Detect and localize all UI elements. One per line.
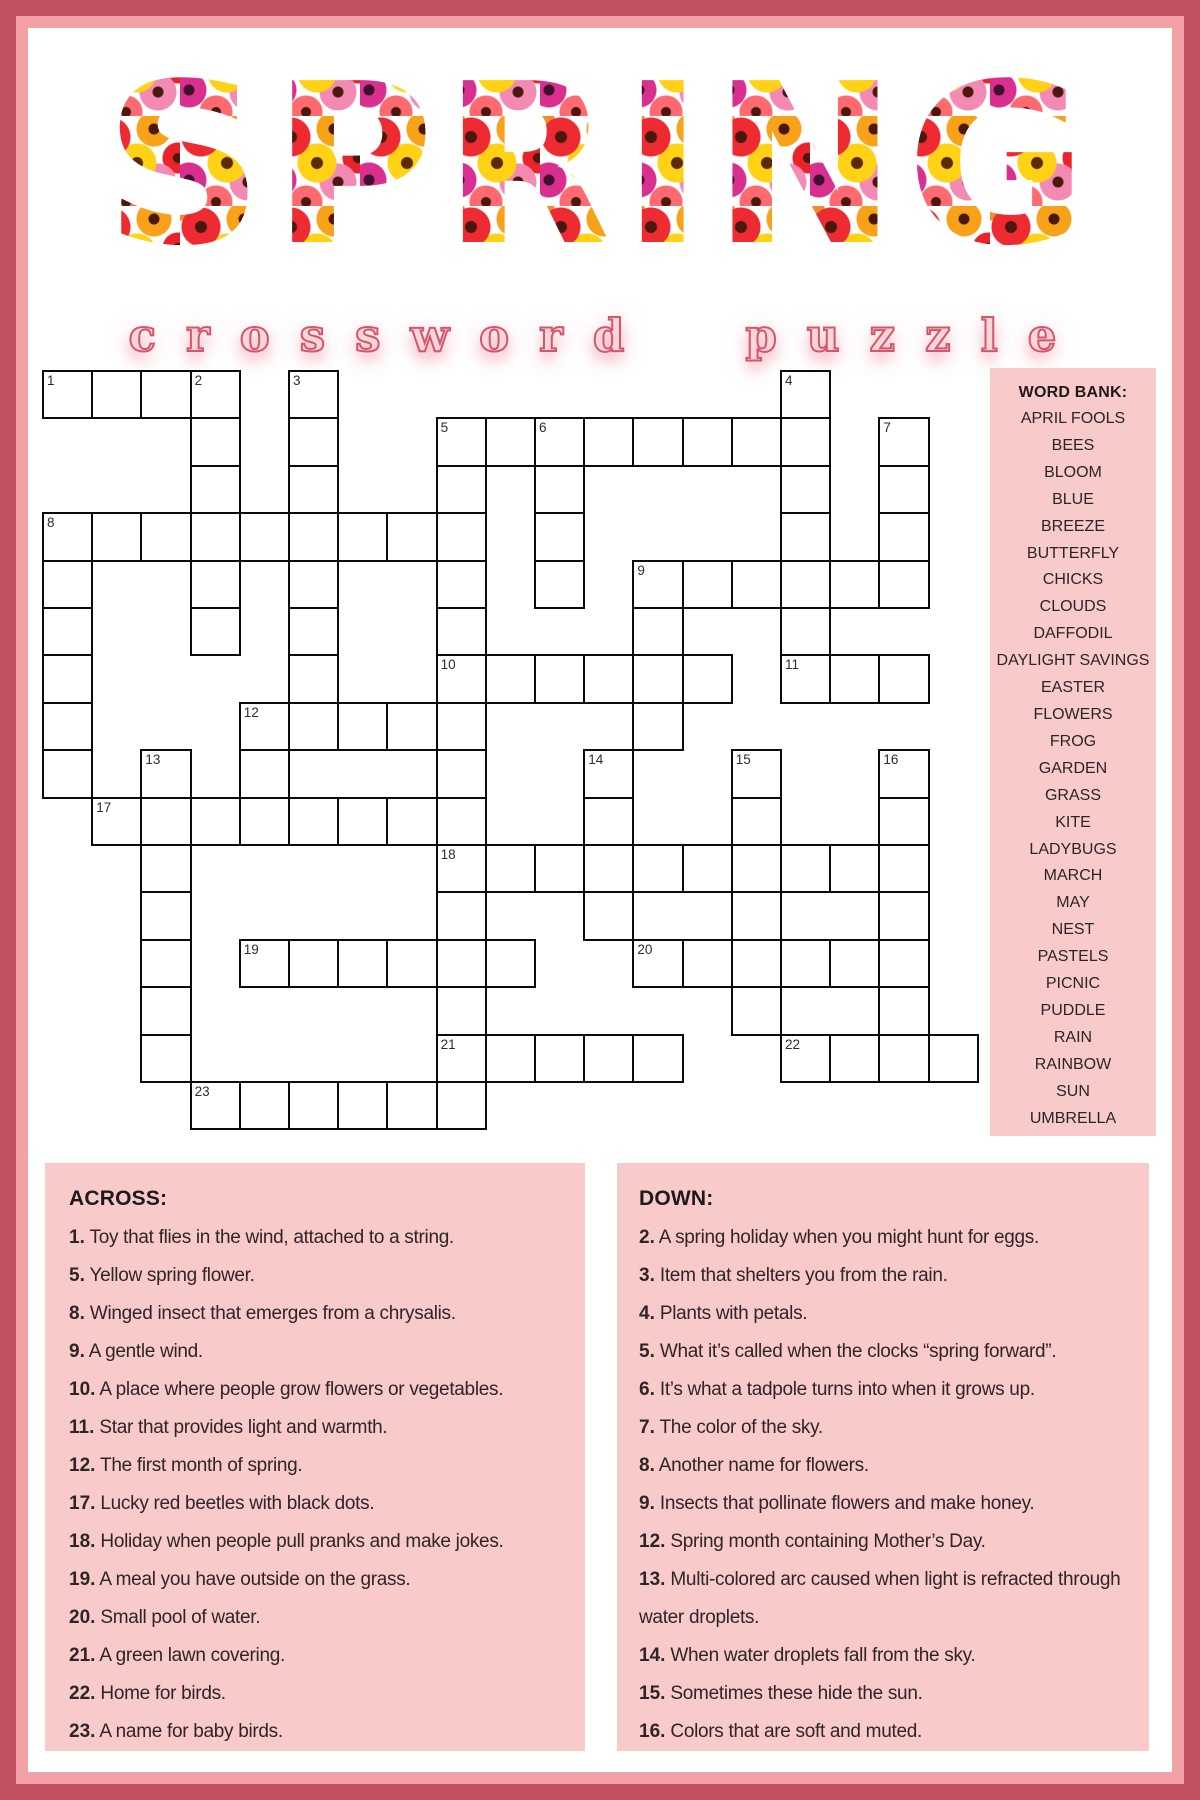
clue-item: 17. Lucky red beetles with black dots. [69, 1493, 375, 1514]
word-bank-item: PUDDLE [1040, 1001, 1106, 1019]
word-bank-item: GARDEN [1038, 759, 1108, 777]
word-bank-item: PICNIC [1045, 975, 1101, 993]
grid-cell[interactable] [878, 797, 929, 846]
grid-cell[interactable] [583, 417, 634, 466]
across-header: ACROSS: [69, 1187, 168, 1210]
grid-cell[interactable] [632, 844, 683, 893]
clue-item: 5. Yellow spring flower. [69, 1265, 255, 1286]
down-clues-panel [617, 1163, 1149, 1751]
grid-cell[interactable] [337, 939, 388, 988]
grid-cell[interactable] [534, 1034, 585, 1083]
cell-number: 9 [637, 562, 645, 578]
clue-item: 7. The color of the sky. [639, 1417, 823, 1438]
clue-item: 8. Another name for flowers. [639, 1455, 869, 1476]
word-bank-header: WORD BANK: [1018, 384, 1128, 401]
grid-cell[interactable] [780, 844, 831, 893]
grid-cell[interactable] [878, 417, 929, 466]
word-bank-item: EASTER [1040, 679, 1105, 697]
grid-cell[interactable] [780, 512, 831, 561]
cell-number: 14 [588, 752, 604, 768]
grid-cell[interactable] [91, 797, 142, 846]
cell-number: 17 [96, 799, 112, 815]
clue-item: 19. A meal you have outside on the grass. [69, 1569, 411, 1590]
cell-number: 18 [440, 847, 456, 862]
cell-number: 11 [785, 657, 800, 673]
clue-item: 13. Multi-colored arc caused when light is refracted through water droplets. [639, 1569, 1121, 1628]
grid-cell[interactable] [42, 654, 93, 703]
clue-item: 10. A place where people grow flowers or vegetables. [69, 1379, 504, 1400]
grid-cell[interactable] [583, 797, 634, 846]
grid-cell[interactable] [436, 654, 487, 703]
cell-number: 7 [883, 420, 891, 436]
grid-cell[interactable] [436, 560, 487, 609]
clue-item: 2. A spring holiday when you might hunt for eggs. [639, 1227, 1039, 1248]
grid-cell[interactable] [436, 702, 487, 751]
grid-cell[interactable] [878, 939, 929, 988]
grid-cell[interactable] [288, 370, 339, 419]
grid-cell[interactable] [386, 939, 437, 988]
grid-cell[interactable] [288, 560, 339, 609]
word-bank-panel [990, 368, 1156, 1136]
grid-cell[interactable] [288, 465, 339, 514]
grid-cell[interactable] [878, 749, 929, 798]
cell-number: 5 [440, 420, 449, 436]
cell-number: 21 [440, 1036, 456, 1052]
grid-cell[interactable] [337, 797, 388, 846]
grid-cell[interactable] [91, 512, 142, 561]
grid-cell[interactable] [534, 465, 585, 514]
grid-cell[interactable] [878, 560, 929, 609]
grid-cell[interactable] [780, 607, 831, 656]
grid-cell[interactable] [140, 986, 191, 1035]
clue-item: 20. Small pool of water. [69, 1607, 261, 1628]
grid-cell[interactable] [436, 1034, 487, 1083]
grid-cell[interactable] [485, 844, 536, 893]
down-clue-list [639, 1219, 1139, 1751]
clue-item: 9. Insects that pollinate flowers and make honey. [639, 1493, 1035, 1514]
cell-number: 2 [194, 373, 203, 388]
cell-number: 20 [637, 941, 653, 957]
grid-cell[interactable] [42, 749, 93, 798]
crossword-grid [43, 371, 983, 1133]
grid-cell[interactable] [288, 797, 339, 846]
grid-cell[interactable] [928, 1034, 979, 1083]
grid-cell[interactable] [632, 654, 683, 703]
cell-number: 16 [883, 752, 899, 768]
grid-cell[interactable] [436, 749, 487, 798]
grid-cell[interactable] [583, 654, 634, 703]
word-bank-item: DAFFODIL [1033, 625, 1113, 643]
clue-item: 8. Winged insect that emerges from a chrysalis. [69, 1303, 456, 1324]
clue-item: 11. Star that provides light and warmth. [69, 1417, 388, 1438]
word-bank-item: KITE [1055, 813, 1091, 831]
clue-item: 21. A green lawn covering. [69, 1645, 285, 1666]
grid-cell[interactable] [239, 749, 290, 798]
cell-number: 12 [243, 704, 259, 720]
word-bank-item: BEES [1051, 436, 1095, 454]
grid-cell[interactable] [583, 1034, 634, 1083]
grid-cell[interactable] [780, 560, 831, 609]
word-bank-item: MAY [1056, 894, 1090, 912]
grid-cell[interactable] [42, 512, 93, 561]
grid-cell[interactable] [190, 370, 241, 419]
word-bank-item: RAINBOW [1034, 1055, 1112, 1073]
grid-cell[interactable] [731, 797, 782, 846]
grid-cell[interactable] [878, 844, 929, 893]
grid-cell[interactable] [583, 891, 634, 940]
grid-cell[interactable] [436, 1081, 487, 1130]
clue-item: 9. A gentle wind. [69, 1341, 203, 1362]
clue-item: 23. A name for baby birds. [69, 1721, 283, 1742]
grid-cell[interactable] [829, 844, 880, 893]
word-bank-item: FROG [1049, 732, 1097, 750]
word-bank-item: PASTELS [1037, 948, 1109, 966]
grid-cell[interactable] [534, 512, 585, 561]
grid-cell[interactable] [288, 702, 339, 751]
subtitle-word-puzzle: puzzle [745, 308, 1087, 362]
word-bank-item: APRIL FOOLS [1020, 410, 1126, 427]
page-subtitle [0, 304, 1200, 366]
grid-cell[interactable] [780, 1034, 831, 1083]
grid-cell[interactable] [436, 797, 487, 846]
grid-cell[interactable] [140, 797, 191, 846]
grid-cell[interactable] [632, 1034, 683, 1083]
grid-cell[interactable] [485, 939, 536, 988]
grid-cell[interactable] [337, 512, 388, 561]
grid-cell[interactable] [288, 1081, 339, 1130]
down-header: DOWN: [639, 1187, 714, 1210]
grid-cell[interactable] [829, 560, 880, 609]
grid-cell[interactable] [288, 512, 339, 561]
grid-cell[interactable] [632, 417, 683, 466]
grid-cell[interactable] [436, 986, 487, 1035]
grid-cell[interactable] [436, 939, 487, 988]
grid-cell[interactable] [91, 370, 142, 419]
grid-cell[interactable] [878, 512, 929, 561]
grid-cell[interactable] [140, 1034, 191, 1083]
cell-number: 3 [293, 373, 301, 388]
grid-cell[interactable] [878, 654, 929, 703]
word-bank-item: RAIN [1053, 1028, 1093, 1046]
grid-cell[interactable] [190, 465, 241, 514]
grid-cell[interactable] [682, 560, 733, 609]
grid-cell[interactable] [731, 986, 782, 1035]
word-bank-item: CHICKS [1042, 571, 1104, 589]
word-bank-item: LADYBUGS [1029, 840, 1117, 858]
grid-cell[interactable] [731, 891, 782, 940]
grid-cell[interactable] [337, 1081, 388, 1130]
grid-cell[interactable] [190, 417, 241, 466]
grid-cell[interactable] [829, 939, 880, 988]
clue-item: 12. The first month of spring. [69, 1455, 303, 1476]
grid-cell[interactable] [140, 844, 191, 893]
grid-cell[interactable] [780, 939, 831, 988]
word-bank-item: GRASS [1044, 786, 1101, 804]
cell-number: 8 [47, 515, 55, 531]
grid-cell[interactable] [239, 939, 290, 988]
word-bank-item: UMBRELLA [1029, 1109, 1117, 1127]
grid-cell[interactable] [239, 512, 290, 561]
cell-number: 23 [194, 1084, 210, 1099]
clue-item: 1. Toy that flies in the wind, attached to a string. [69, 1227, 454, 1248]
grid-cell[interactable] [190, 607, 241, 656]
clue-item: 12. Spring month containing Mother’s Day. [639, 1531, 986, 1552]
grid-cell[interactable] [190, 560, 241, 609]
grid-cell[interactable] [288, 939, 339, 988]
clue-item: 5. What it’s called when the clocks “spring forward”. [639, 1341, 1057, 1362]
subtitle-word-crossword: crossword [128, 308, 655, 362]
word-bank-item: DAYLIGHT SAVINGS [996, 652, 1150, 670]
clue-item: 15. Sometimes these hide the sun. [639, 1683, 923, 1704]
clue-item: 18. Holiday when people pull pranks and make jokes. [69, 1531, 504, 1552]
grid-cell[interactable] [190, 512, 241, 561]
clue-item: 3. Item that shelters you from the rain. [639, 1265, 948, 1286]
word-bank-item: MARCH [1043, 867, 1103, 885]
word-bank-item: BREEZE [1040, 517, 1105, 535]
grid-cell[interactable] [534, 654, 585, 703]
across-clues-panel [45, 1163, 585, 1751]
grid-cell[interactable] [239, 797, 290, 846]
grid-cell[interactable] [731, 560, 782, 609]
grid-cell[interactable] [878, 891, 929, 940]
cell-number: 10 [440, 657, 456, 673]
grid-cell[interactable] [780, 465, 831, 514]
grid-cell[interactable] [780, 417, 831, 466]
grid-cell[interactable] [731, 844, 782, 893]
grid-cell[interactable] [386, 512, 437, 561]
grid-cell[interactable] [190, 1081, 241, 1130]
clue-item: 22. Home for birds. [69, 1683, 226, 1704]
word-bank-item: SUN [1056, 1082, 1090, 1100]
grid-cell[interactable] [140, 512, 191, 561]
clue-item: 14. When water droplets fall from the sky. [639, 1645, 976, 1666]
grid-cell[interactable] [583, 844, 634, 893]
grid-cell[interactable] [731, 417, 782, 466]
grid-cell[interactable] [534, 844, 585, 893]
grid-cell[interactable] [780, 654, 831, 703]
grid-cell[interactable] [436, 607, 487, 656]
grid-cell[interactable] [878, 986, 929, 1035]
grid-cell[interactable] [436, 417, 487, 466]
grid-cell[interactable] [632, 560, 683, 609]
grid-cell[interactable] [682, 654, 733, 703]
grid-cell[interactable] [42, 702, 93, 751]
grid-cell[interactable] [140, 749, 191, 798]
grid-cell[interactable] [878, 1034, 929, 1083]
grid-cell[interactable] [288, 654, 339, 703]
clue-item: 6. It’s what a tadpole turns into when it grows up. [639, 1379, 1035, 1400]
clue-item: 4. Plants with petals. [639, 1303, 808, 1324]
cell-number: 19 [243, 941, 259, 957]
grid-cell[interactable] [485, 417, 536, 466]
grid-cell[interactable] [829, 1034, 880, 1083]
grid-cell[interactable] [583, 749, 634, 798]
cell-number: 4 [785, 373, 793, 388]
grid-cell[interactable] [42, 370, 93, 419]
grid-cell[interactable] [878, 465, 929, 514]
word-bank-item: BUTTERFLY [1026, 544, 1120, 562]
cell-number: 6 [539, 420, 547, 436]
grid-cell[interactable] [386, 1081, 437, 1130]
grid-cell[interactable] [239, 1081, 290, 1130]
grid-cell[interactable] [288, 417, 339, 466]
grid-cell[interactable] [140, 939, 191, 988]
grid-cell[interactable] [42, 560, 93, 609]
grid-cell[interactable] [534, 417, 585, 466]
grid-cell[interactable] [288, 607, 339, 656]
word-bank-item: FLOWERS [1033, 705, 1113, 723]
grid-cell[interactable] [140, 891, 191, 940]
cell-number: 13 [145, 752, 161, 768]
cell-number: 15 [735, 752, 751, 768]
grid-cell[interactable] [239, 702, 290, 751]
grid-cell[interactable] [682, 417, 733, 466]
grid-cell[interactable] [485, 1034, 536, 1083]
grid-cell[interactable] [436, 465, 487, 514]
word-bank-item: BLOOM [1044, 463, 1102, 481]
grid-cell[interactable] [140, 370, 191, 419]
word-bank-item: NEST [1051, 921, 1095, 939]
grid-cell[interactable] [829, 654, 880, 703]
cell-number: 1 [47, 373, 55, 388]
grid-cell[interactable] [190, 797, 241, 846]
grid-cell[interactable] [337, 702, 388, 751]
word-bank-list [990, 406, 1156, 1132]
grid-cell[interactable] [534, 560, 585, 609]
across-clue-list [69, 1219, 571, 1751]
grid-cell[interactable] [436, 844, 487, 893]
grid-cell[interactable] [632, 607, 683, 656]
word-bank-item: CLOUDS [1039, 598, 1107, 616]
grid-cell[interactable] [632, 939, 683, 988]
grid-cell[interactable] [42, 607, 93, 656]
grid-cell[interactable] [386, 797, 437, 846]
grid-cell[interactable] [386, 702, 437, 751]
grid-cell[interactable] [632, 702, 683, 751]
grid-cell[interactable] [436, 891, 487, 940]
grid-cell[interactable] [682, 939, 733, 988]
word-bank-item: BLUE [1052, 490, 1094, 508]
grid-cell[interactable] [485, 654, 536, 703]
grid-cell[interactable] [436, 512, 487, 561]
page-title-spring-flowers: SPRING [0, 26, 1200, 306]
grid-cell[interactable] [682, 844, 733, 893]
clue-item: 16. Colors that are soft and muted. [639, 1721, 922, 1742]
grid-cell[interactable] [780, 370, 831, 419]
cell-number: 22 [785, 1036, 801, 1052]
grid-cell[interactable] [731, 939, 782, 988]
grid-cell[interactable] [731, 749, 782, 798]
